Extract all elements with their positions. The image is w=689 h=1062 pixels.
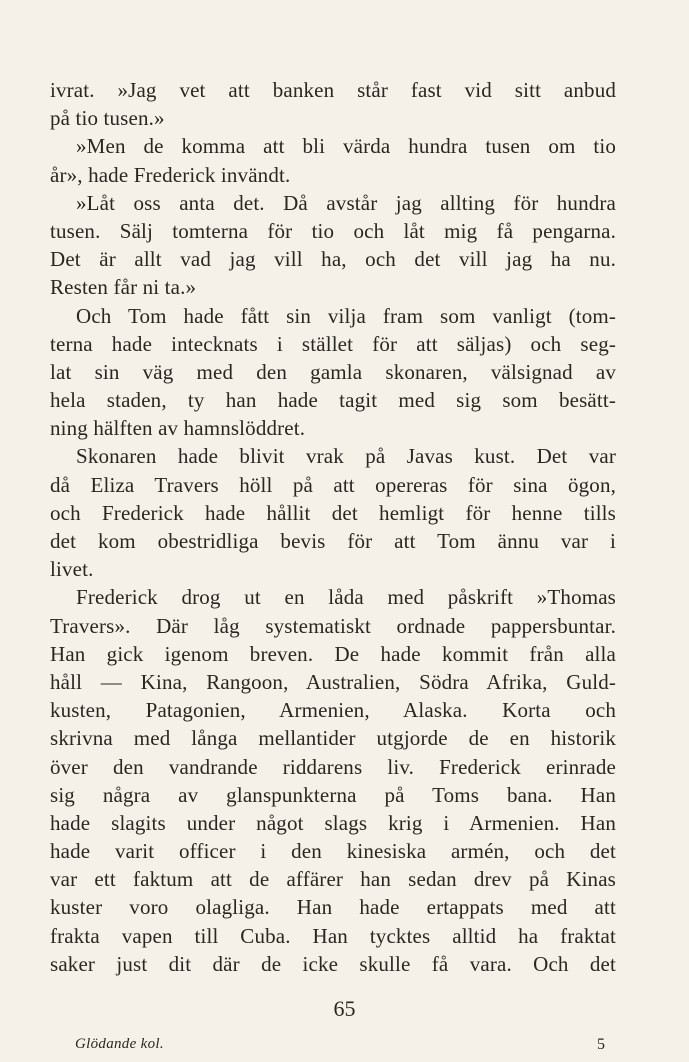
text-line: Han gick igenom breven. De hade kommit från alla	[50, 641, 616, 666]
text-line: ivrat. »Jag vet att banken står fast vid sitt anbud	[50, 78, 616, 102]
text-line: livet.	[50, 557, 94, 582]
text-line: skrivna med långa mellantider utgjorde de en historik	[50, 726, 616, 751]
text-line: sig några av glanspunkterna på Toms bana. Han	[50, 782, 616, 807]
text-line: på tio tusen.»	[50, 106, 165, 131]
text-line: hela staden, ty han hade tagit med sig som besätt-	[50, 388, 616, 413]
page-number: 65	[333, 996, 356, 1021]
signature-number: 5	[597, 1036, 605, 1053]
body-text	[50, 76, 616, 978]
text-line: »Men de komma att bli värda hundra tusen om tio	[76, 134, 616, 159]
text-line: Resten får ni ta.»	[50, 275, 197, 300]
text-line: Och Tom hade fått sin vilja fram som vanligt (tom-	[76, 303, 616, 328]
text-line: frakta vapen till Cuba. Han tycktes alltid ha fraktat	[50, 923, 616, 948]
text-line: ning hälften av hamnslöddret.	[50, 416, 306, 441]
text-line: då Eliza Travers höll på att opereras för sina ögon,	[50, 472, 616, 497]
text-line: kuster voro olagliga. Han hade ertappats med att	[50, 895, 616, 920]
text-line: saker just dit där de icke skulle få vara. Och det	[50, 951, 616, 976]
text-line: var ett faktum att de affärer han sedan drev på Kinas	[50, 867, 616, 892]
text-line: terna hade intecknats i stället för att säljas) och seg-	[50, 331, 616, 356]
text-line: Skonaren hade blivit vrak på Javas kust. Det var	[76, 444, 616, 469]
text-line: hade varit officer i den kinesiska armén, och det	[50, 839, 616, 864]
text-line: Frederick drog ut en låda med påskrift »Thomas	[76, 585, 616, 610]
text-line: kusten, Patagonien, Armenien, Alaska. Korta och	[50, 698, 616, 723]
text-line: håll — Kina, Rangoon, Australien, Södra Afrika, Guld-	[50, 669, 616, 694]
footer-book-title: Glödande kol.	[75, 1036, 164, 1052]
text-line: och Frederick hade hållit det hemligt för henne tills	[50, 500, 616, 525]
text-line: Travers». Där låg systematiskt ordnade pappersbuntar.	[50, 613, 616, 638]
text-line: det kom obestridliga bevis för att Tom ännu var i	[50, 529, 616, 553]
text-line: över den vandrande riddarens liv. Frederick erinrade	[50, 754, 616, 779]
text-line: lat sin väg med den gamla skonaren, välsignad av	[50, 359, 616, 384]
text-line: »Låt oss anta det. Då avstår jag allting för hundra	[76, 190, 616, 215]
text-line: Det är allt vad jag vill ha, och det vill jag ha nu.	[50, 247, 616, 272]
text-line: tusen. Sälj tomterna för tio och låt mig få pengarna.	[50, 218, 616, 243]
text-line: år», hade Frederick invändt.	[50, 162, 291, 187]
text-line: hade slagits under något slags krig i Armenien. Han	[50, 810, 616, 835]
